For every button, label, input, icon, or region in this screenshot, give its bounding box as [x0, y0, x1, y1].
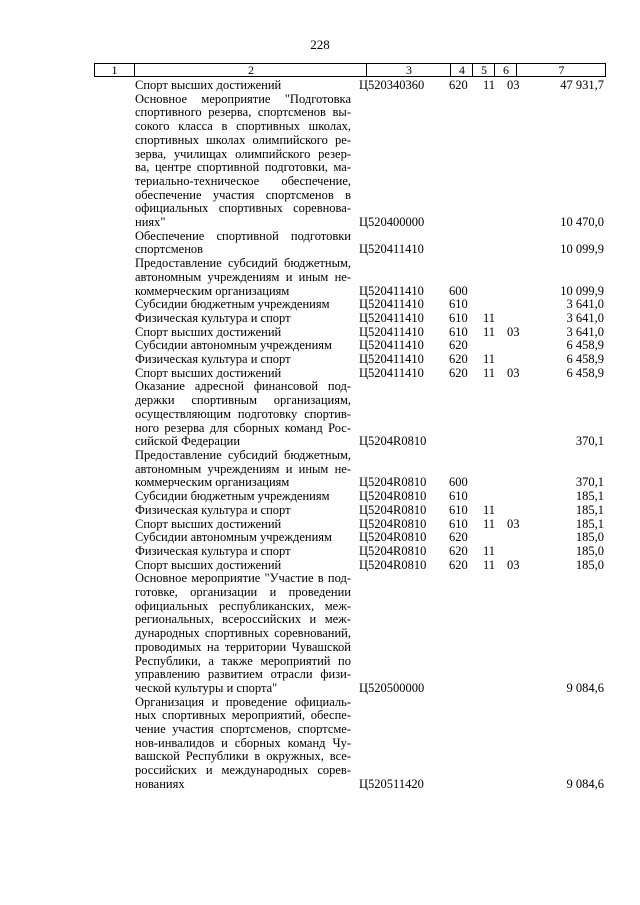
table-row [0, 531, 640, 545]
row-name-line: Основное мероприятие "Участие в под- [135, 571, 351, 586]
row-name-line: официальных спортивных соревнова- [135, 201, 351, 216]
row-name-line: Основное мероприятие "Подготовка [135, 91, 351, 106]
row-code: Ц520411410 [359, 297, 424, 312]
row-rz: 11 [483, 310, 496, 325]
row-name-line: управлению развитием отрасли физи- [135, 667, 351, 682]
row-name [135, 326, 351, 340]
row-code: Ц520411410 [359, 352, 424, 367]
row-rz: 11 [483, 78, 496, 92]
row-name-line: Организация и проведение официаль- [135, 694, 351, 709]
row-name-line: официальных республиканских, меж- [135, 598, 351, 613]
table-row [0, 257, 640, 298]
header-col-2: 2 [134, 64, 367, 76]
row-name-line: ческой культуры и спорта" [135, 680, 278, 695]
row-name [135, 353, 351, 367]
row-name-line: осуществляющим подготовку спортив- [135, 406, 351, 421]
row-name-line: проводимых на территории Чувашской [135, 639, 351, 654]
row-name [135, 531, 351, 545]
row-name-line: Физическая культура и спорт [135, 352, 291, 367]
row-name-line: вашской Республики в окружных, все- [135, 749, 351, 764]
row-name-line: Физическая культура и спорт [135, 310, 291, 325]
row-name [135, 518, 351, 532]
row-code: Ц5204R0810 [359, 557, 427, 572]
table-row [0, 696, 640, 792]
table-row [0, 380, 640, 449]
row-name-line: российских и международных сорев- [135, 763, 351, 778]
page-number: 228 [310, 37, 330, 52]
row-pr: 03 [507, 365, 520, 380]
row-name-line: Физическая культура и спорт [135, 543, 291, 558]
row-name-line: Спорт высших достижений [135, 324, 282, 339]
row-vr: 620 [449, 365, 468, 380]
row-name [135, 230, 351, 257]
row-name-line: Предоставление субсидий бюджетным, [135, 256, 351, 271]
row-name-line: Республики, а также мероприятий по [135, 653, 351, 668]
row-name-line: Физическая культура и спорт [135, 502, 291, 517]
row-sum: 9 084,6 [566, 776, 604, 791]
row-sum: 3 641,0 [566, 310, 604, 325]
table-row [0, 504, 640, 518]
row-name-line: Обеспечение спортивной подготовки [135, 228, 351, 243]
row-vr: 610 [449, 516, 468, 531]
row-code: Ц5204R0810 [359, 434, 427, 449]
row-name-line: Субсидии автономным учреждениям [135, 338, 332, 353]
row-name-line: териально-техническое обеспечение, [135, 173, 351, 188]
row-name-line: нованиях [135, 776, 185, 791]
row-name-line: Субсидии бюджетным учреждениям [135, 489, 330, 504]
table-row [0, 545, 640, 559]
row-rz: 11 [483, 557, 496, 572]
row-rz: 11 [483, 516, 496, 531]
row-vr: 600 [449, 475, 468, 490]
row-name-line: Спорт высших достижений [135, 78, 282, 92]
row-vr: 600 [449, 283, 468, 298]
header-col-4: 4 [450, 64, 473, 76]
row-sum: 47 931,7 [560, 78, 604, 92]
row-name [135, 572, 351, 695]
header-col-3: 3 [366, 64, 451, 76]
table-row [0, 353, 640, 367]
table-row [0, 339, 640, 353]
row-code: Ц5204R0810 [359, 502, 427, 517]
table-body [0, 79, 640, 792]
header-col-6: 6 [494, 64, 517, 76]
row-name-line: ва, центре спортивной подготовки, ма- [135, 160, 351, 175]
row-name [135, 79, 351, 93]
table-row [0, 326, 640, 340]
row-name-line: Оказание адресной финансовой под- [135, 379, 351, 394]
row-sum: 3 641,0 [566, 297, 604, 312]
row-sum: 10 099,9 [560, 242, 604, 257]
row-vr: 610 [449, 324, 468, 339]
table-row [0, 312, 640, 326]
table-row [0, 572, 640, 695]
header-col-5: 5 [472, 64, 495, 76]
row-vr: 610 [449, 310, 468, 325]
row-name [135, 545, 351, 559]
row-name [135, 380, 351, 449]
table-row [0, 367, 640, 381]
row-code: Ц5204R0810 [359, 475, 427, 490]
row-name-line: нов-инвалидов и сборных команд Чу- [135, 735, 351, 750]
row-name [135, 504, 351, 518]
table-header [94, 63, 606, 77]
row-sum: 6 458,9 [566, 352, 604, 367]
header-col-7: 7 [516, 64, 606, 76]
row-code: Ц520411410 [359, 324, 424, 339]
row-sum: 6 458,9 [566, 338, 604, 353]
row-name-line: зерва, училищах олимпийского резер- [135, 146, 351, 161]
table-row [0, 559, 640, 573]
row-name-line: ниях" [135, 215, 166, 230]
row-vr: 610 [449, 502, 468, 517]
row-code: Ц520411410 [359, 365, 424, 380]
row-code: Ц5204R0810 [359, 543, 427, 558]
row-name-line: чение участия спортсменов, спортсме- [135, 722, 351, 737]
row-name-line: спортивных школах олимпийского ре- [135, 132, 351, 147]
row-vr: 620 [449, 352, 468, 367]
row-code: Ц520411410 [359, 283, 424, 298]
row-name-line: готовке, организации и проведении [135, 585, 351, 600]
row-vr: 620 [449, 530, 468, 545]
row-name-line: ного резерва для сборных команд Рос- [135, 420, 351, 435]
row-rz: 11 [483, 543, 496, 558]
row-pr: 03 [507, 516, 520, 531]
row-name-line: коммерческим организациям [135, 283, 290, 298]
table-row [0, 449, 640, 490]
row-sum: 185,1 [575, 516, 604, 531]
row-code: Ц5204R0810 [359, 516, 427, 531]
row-sum: 6 458,9 [566, 365, 604, 380]
row-rz: 11 [483, 502, 496, 517]
row-code: Ц520511420 [359, 776, 424, 791]
row-name-line: дународных спортивных соревнований, [135, 626, 351, 641]
row-code: Ц520340360 [359, 78, 425, 92]
row-sum: 185,1 [575, 489, 604, 504]
row-name [135, 93, 351, 230]
row-name-line: Субсидии бюджетным учреждениям [135, 297, 330, 312]
table-row [0, 79, 640, 93]
row-name [135, 312, 351, 326]
table-row [0, 298, 640, 312]
row-name [135, 298, 351, 312]
row-code: Ц520411410 [359, 242, 424, 257]
row-code: Ц520411410 [359, 338, 424, 353]
row-vr: 620 [449, 557, 468, 572]
row-rz: 11 [483, 352, 496, 367]
row-code: Ц5204R0810 [359, 530, 427, 545]
table-row [0, 518, 640, 532]
row-code: Ц520500000 [359, 680, 425, 695]
row-rz: 11 [483, 324, 496, 339]
table-row [0, 230, 640, 257]
row-name-line: держки спортивным организациям, [135, 393, 351, 408]
row-vr: 620 [449, 78, 468, 92]
row-pr: 03 [507, 557, 520, 572]
row-code: Ц520411410 [359, 310, 424, 325]
row-name-line: ных спортивных мероприятий, обеспе- [135, 708, 351, 723]
row-name-line: спортсменов [135, 242, 204, 257]
row-name-line: автономным учреждениям и иным не- [135, 269, 351, 284]
row-name [135, 696, 351, 792]
row-name-line: сокого класса в спортивных школах, [135, 119, 351, 134]
row-vr: 610 [449, 489, 468, 504]
row-sum: 185,0 [575, 530, 604, 545]
row-code: Ц520400000 [359, 215, 425, 230]
row-rz: 11 [483, 365, 496, 380]
row-sum: 370,1 [575, 434, 604, 449]
row-name-line: автономным учреждениям и иным не- [135, 461, 351, 476]
table-row [0, 93, 640, 230]
row-name [135, 257, 351, 298]
header-col-1: 1 [111, 63, 118, 77]
row-name-line: спортивного резерва, спортсменов вы- [135, 105, 351, 120]
row-sum: 185,0 [575, 557, 604, 572]
row-sum: 185,1 [575, 502, 604, 517]
row-name-line: Спорт высших достижений [135, 557, 282, 572]
row-sum: 185,0 [575, 543, 604, 558]
row-name-line: сийской Федерации [135, 434, 241, 449]
row-vr: 620 [449, 543, 468, 558]
row-pr: 03 [507, 78, 520, 92]
row-name-line: Спорт высших достижений [135, 365, 282, 380]
row-sum: 10 470,0 [560, 215, 604, 230]
row-sum: 370,1 [575, 475, 604, 490]
row-name-line: Спорт высших достижений [135, 516, 282, 531]
row-name-line: обеспечение участия спортсменов в [135, 187, 351, 202]
row-name [135, 339, 351, 353]
row-pr: 03 [507, 324, 520, 339]
row-name [135, 449, 351, 490]
row-name [135, 559, 351, 573]
row-name-line: Субсидии автономным учреждениям [135, 530, 332, 545]
row-sum: 3 641,0 [566, 324, 604, 339]
row-name-line: региональных, всероссийских и меж- [135, 612, 351, 627]
row-vr: 610 [449, 297, 468, 312]
table-row [0, 490, 640, 504]
row-vr: 620 [449, 338, 468, 353]
row-name-line: коммерческим организациям [135, 475, 290, 490]
row-name-line: Предоставление субсидий бюджетным, [135, 447, 351, 462]
row-sum: 9 084,6 [566, 680, 604, 695]
row-name [135, 367, 351, 381]
row-sum: 10 099,9 [560, 283, 604, 298]
row-name [135, 490, 351, 504]
row-code: Ц5204R0810 [359, 489, 427, 504]
